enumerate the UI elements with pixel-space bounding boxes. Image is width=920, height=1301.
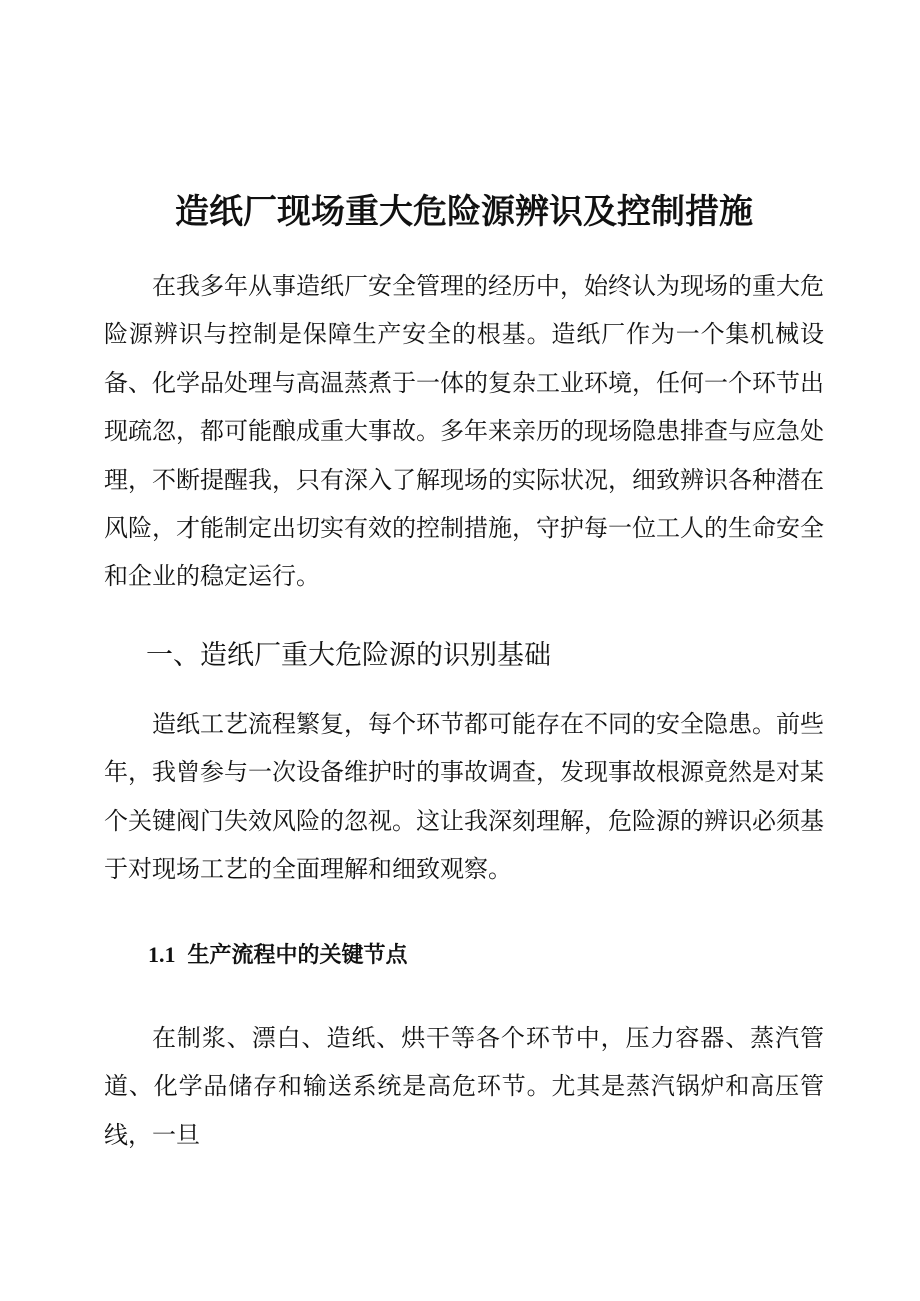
subsection-heading xyxy=(148,938,408,973)
section-paragraph: 造纸工艺流程繁复，每个环节都可能存在不同的安全隐患。前些年，我曾参与一次设备维护时的事故调查，发现事故根源竟然是对某个关键阀门失效风险的忽视。这让我深刻理解，危险源的辨识必须基于对现场工艺的全面理解和细致观察。 xyxy=(104,710,824,884)
intro-paragraph: 在我多年从事造纸厂安全管理的经历中，始终认为现场的重大危险源辨识与控制是保障生产安全的根基。造纸厂作为一个集机械设备、化学品处理与高温蒸煮于一体的复杂工业环境，任何一个环节出现疏忽，都可能酿成重大事故。多年来亲历的现场隐患排查与应急处理，不断提醒我，只有深入了解现场的实际状况，细致辨识各种潜在风险，才能制定出切实有效的控制措施，守护每一位工人的生命安全和企业的稳定运行。 xyxy=(104,272,824,591)
section-heading: 一、造纸厂重大危险源的识别基础 xyxy=(146,640,551,671)
document-title: 造纸厂现场重大危险源辨识及控制措施 xyxy=(175,192,753,232)
subsection-title: 生产流程中的关键节点 xyxy=(187,943,408,968)
subsection-number: 1.1 xyxy=(148,942,176,967)
subsection-paragraph: 在制浆、漂白、造纸、烘干等各个环节中，压力容器、蒸汽管道、化学品储存和输送系统是高危环节。尤其是蒸汽锅炉和高压管线，一旦 xyxy=(104,1024,824,1149)
